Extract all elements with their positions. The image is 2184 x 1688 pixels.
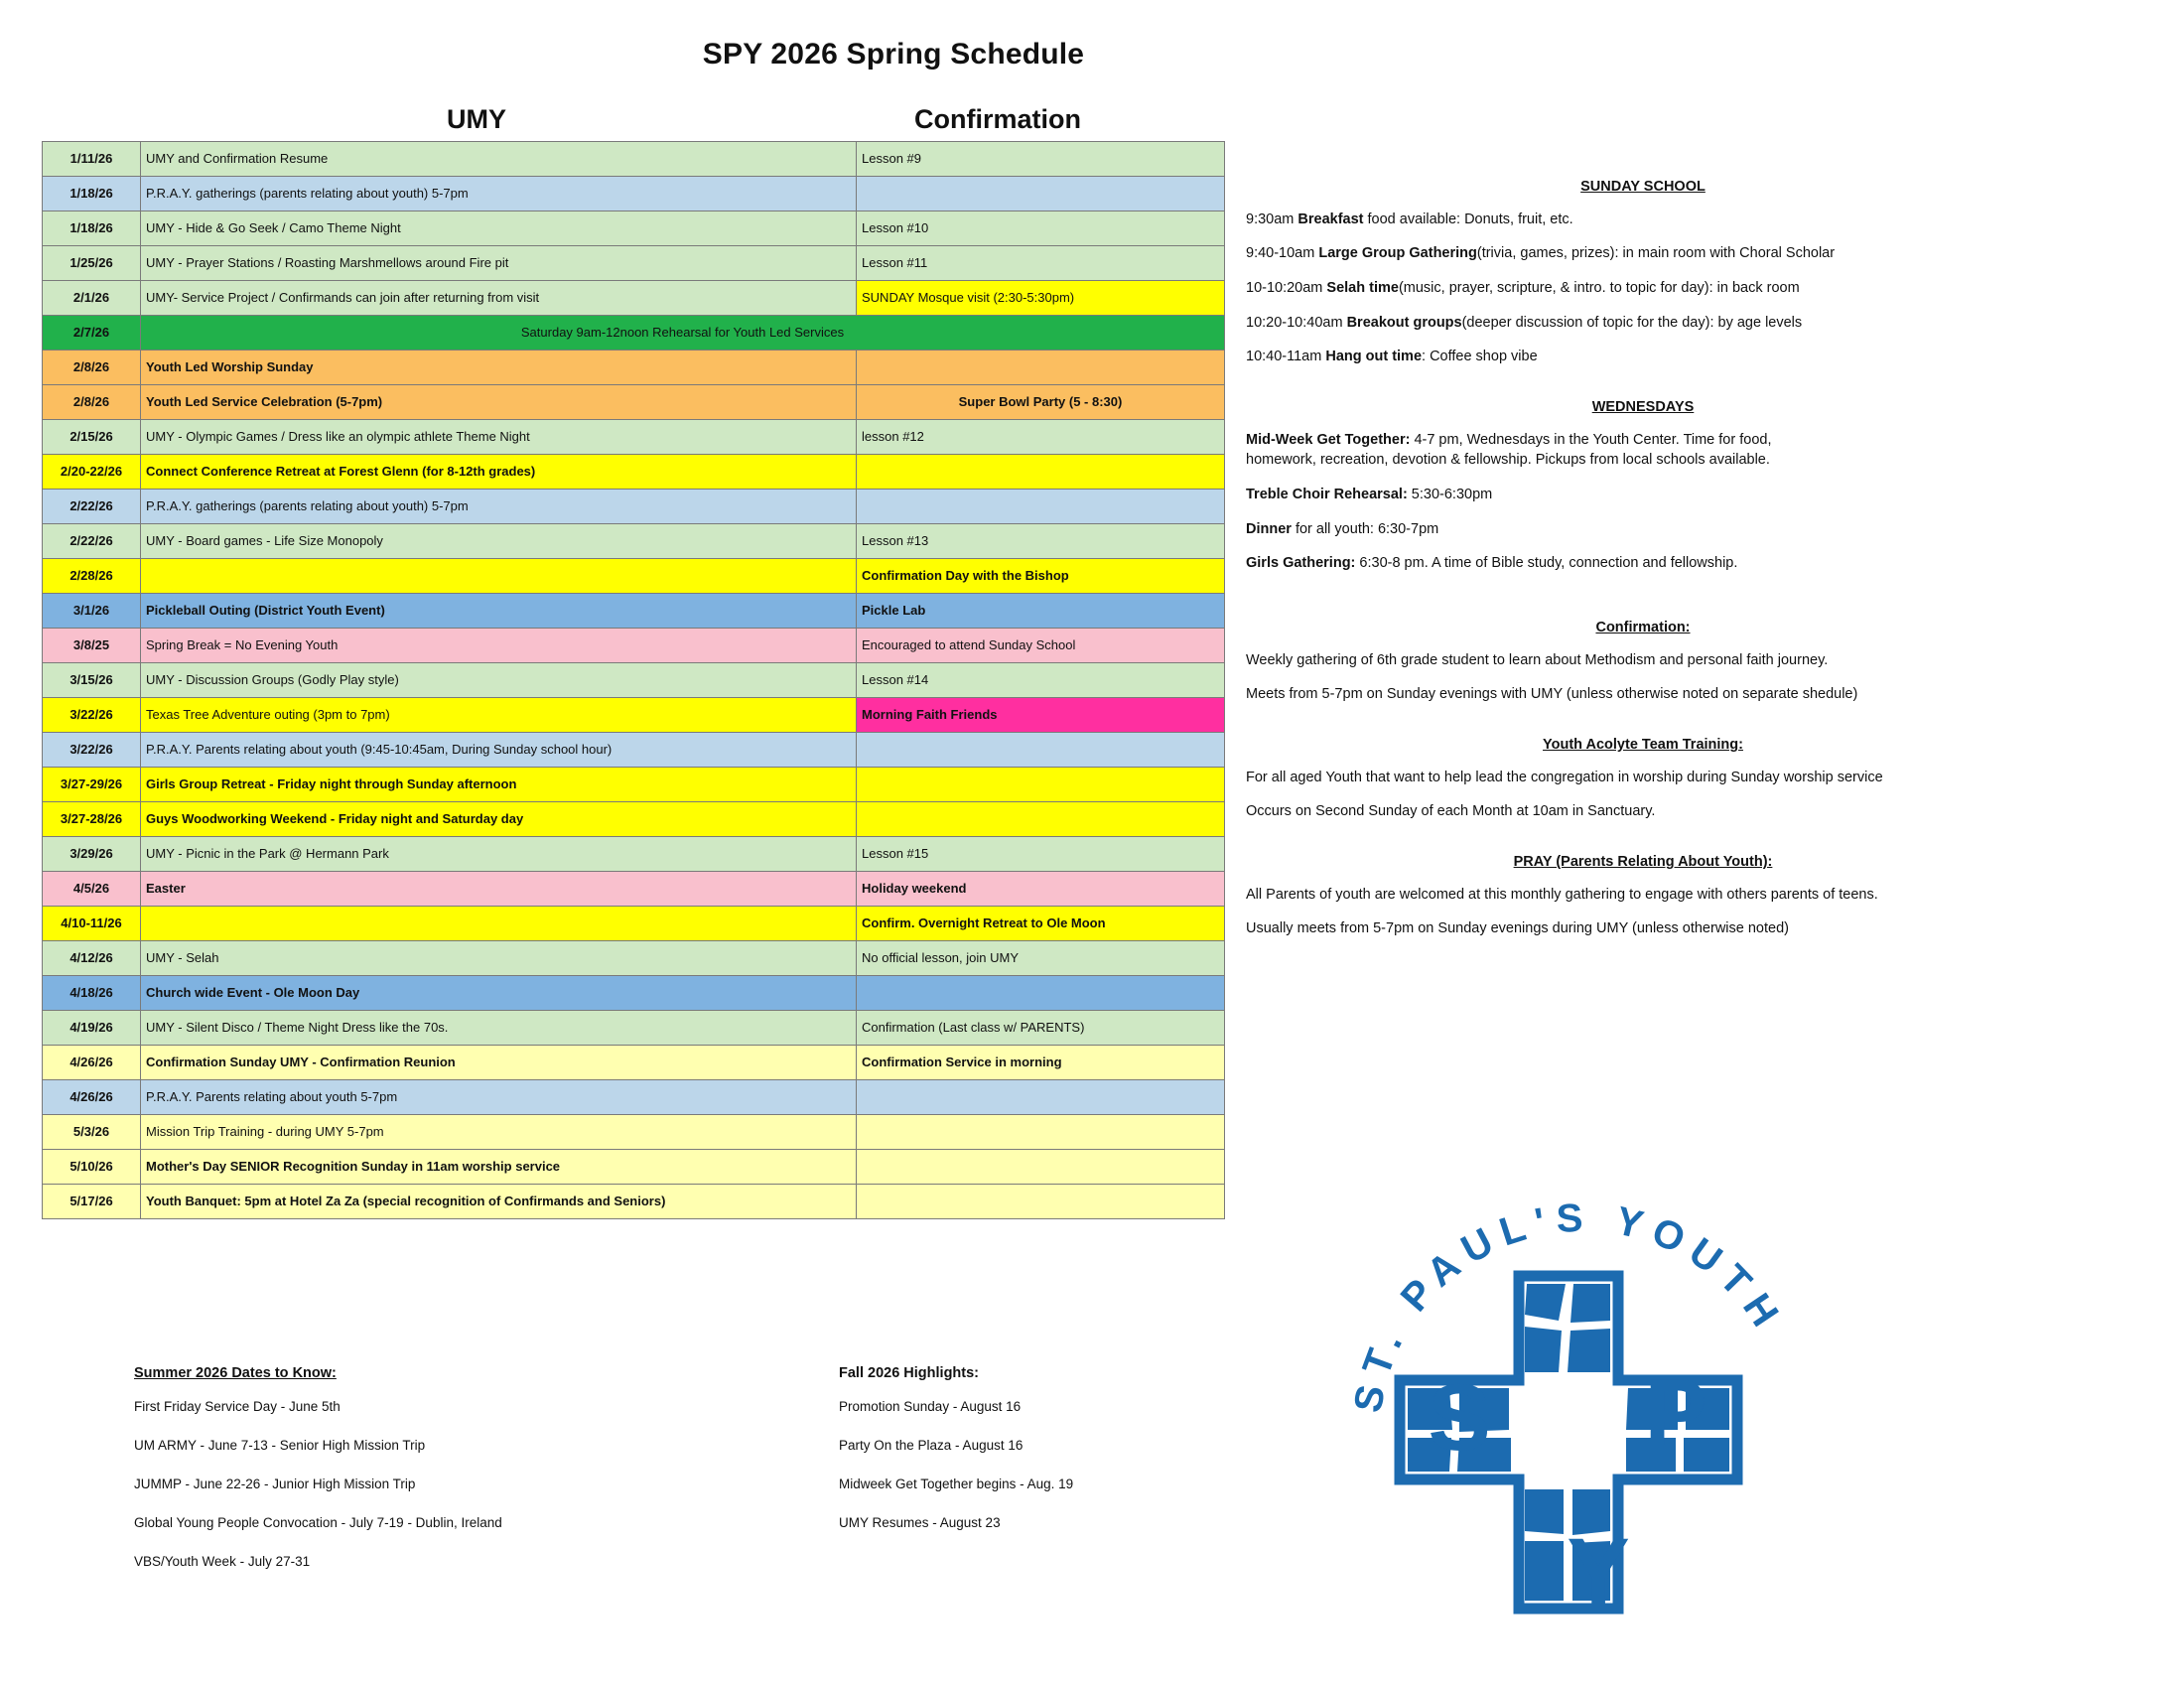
row-date: 4/26/26 xyxy=(43,1046,141,1080)
table-row xyxy=(43,1150,1225,1185)
row-confirmation: Lesson #13 xyxy=(857,524,1225,559)
line-time: 9:40-10am xyxy=(1246,245,1319,262)
table-row xyxy=(43,837,1225,872)
line-label: Breakfast xyxy=(1297,211,1364,227)
row-date: 3/15/26 xyxy=(43,663,141,698)
line-text: food available: Donuts, fruit, etc. xyxy=(1363,211,1573,227)
table-row xyxy=(43,351,1225,385)
row-date: 2/1/26 xyxy=(43,281,141,316)
row-umy: Youth Led Service Celebration (5-7pm) xyxy=(141,385,857,420)
table-row xyxy=(43,281,1225,316)
spy-logo xyxy=(1320,1182,1837,1658)
line-label: Large Group Gathering xyxy=(1318,245,1477,262)
row-date: 3/27-29/26 xyxy=(43,768,141,802)
sunday-school-block xyxy=(1246,179,2040,365)
confirmation-block xyxy=(1246,620,2040,703)
girls-text: 6:30-8 pm. A time of Bible study, connection and fellowship. xyxy=(1355,555,1738,572)
logo-letter-p: P xyxy=(1644,1360,1707,1466)
row-date: 5/10/26 xyxy=(43,1150,141,1185)
fall-heading: Fall 2026 Highlights: xyxy=(839,1365,979,1381)
row-date: 3/27-28/26 xyxy=(43,802,141,837)
row-confirmation xyxy=(857,1150,1225,1185)
row-date: 4/18/26 xyxy=(43,976,141,1011)
row-umy: P.R.A.Y. Parents relating about youth 5-7pm xyxy=(141,1080,857,1115)
pray-heading: PRAY (Parents Relating About Youth): xyxy=(1513,854,1773,871)
row-confirmation: Holiday weekend xyxy=(857,872,1225,907)
table-row xyxy=(43,246,1225,281)
row-date: 1/18/26 xyxy=(43,177,141,211)
table-row xyxy=(43,455,1225,490)
row-confirmation xyxy=(857,802,1225,837)
column-header-confirmation: Confirmation xyxy=(914,104,1081,134)
table-row xyxy=(43,907,1225,941)
row-date: 2/8/26 xyxy=(43,351,141,385)
row-confirmation: No official lesson, join UMY xyxy=(857,941,1225,976)
row-umy: UMY - Picnic in the Park @ Hermann Park xyxy=(141,837,857,872)
confirmation-line: Weekly gathering of 6th grade student to learn about Methodism and personal faith journey. xyxy=(1246,651,1829,668)
schedule-table xyxy=(42,141,1225,1219)
table-row xyxy=(43,872,1225,907)
wednesdays-block xyxy=(1246,399,2040,572)
wednesdays-heading: WEDNESDAYS xyxy=(1591,399,1695,416)
row-date: 4/10-11/26 xyxy=(43,907,141,941)
row-confirmation xyxy=(857,490,1225,524)
dinner-line xyxy=(1246,521,2040,538)
info-column xyxy=(1246,179,2040,971)
table-row xyxy=(43,142,1225,177)
dinner-label: Dinner xyxy=(1246,520,1292,537)
treble-label: Treble Choir Rehearsal: xyxy=(1246,487,1408,503)
list-item: First Friday Service Day - June 5th xyxy=(134,1399,341,1414)
row-confirmation: Confirmation Day with the Bishop xyxy=(857,559,1225,594)
logo-letter-y: Y xyxy=(1567,1519,1630,1624)
row-confirmation: Lesson #15 xyxy=(857,837,1225,872)
row-confirmation: Lesson #10 xyxy=(857,211,1225,246)
row-date: 1/11/26 xyxy=(43,142,141,177)
acolyte-heading: Youth Acolyte Team Training: xyxy=(1543,737,1743,754)
table-row xyxy=(43,1046,1225,1080)
row-date: 3/22/26 xyxy=(43,733,141,768)
row-umy xyxy=(141,559,857,594)
confirmation-heading: Confirmation: xyxy=(1595,620,1691,636)
row-confirmation: Pickle Lab xyxy=(857,594,1225,629)
row-umy: Youth Banquet: 5pm at Hotel Za Za (special recognition of Confirmands and Seniors) xyxy=(141,1185,857,1219)
row-confirmation: lesson #12 xyxy=(857,420,1225,455)
row-umy: UMY - Silent Disco / Theme Night Dress like the 70s. xyxy=(141,1011,857,1046)
row-confirmation: Lesson #14 xyxy=(857,663,1225,698)
row-date: 1/25/26 xyxy=(43,246,141,281)
row-confirmation: Lesson #9 xyxy=(857,142,1225,177)
row-umy: P.R.A.Y. Parents relating about youth (9:45-10:45am, During Sunday school hour) xyxy=(141,733,857,768)
row-confirmation: Confirmation (Last class w/ PARENTS) xyxy=(857,1011,1225,1046)
list-item: Party On the Plaza - August 16 xyxy=(839,1438,1024,1453)
table-row xyxy=(43,768,1225,802)
schedule-body xyxy=(43,142,1225,1219)
fall-highlights-section xyxy=(839,1365,1236,1554)
logo-letter-s: S xyxy=(1428,1365,1491,1471)
row-date: 2/22/26 xyxy=(43,490,141,524)
table-row xyxy=(43,594,1225,629)
row-umy: UMY and Confirmation Resume xyxy=(141,142,857,177)
acolyte-line: For all aged Youth that want to help lead the congregation in worship during Sunday worship service xyxy=(1246,769,1883,785)
row-umy: Mission Trip Training - during UMY 5-7pm xyxy=(141,1115,857,1150)
row-date: 5/3/26 xyxy=(43,1115,141,1150)
row-confirmation xyxy=(857,1115,1225,1150)
row-date: 4/19/26 xyxy=(43,1011,141,1046)
sunday-school-line xyxy=(1246,280,2040,297)
row-date: 3/1/26 xyxy=(43,594,141,629)
pray-line: All Parents of youth are welcomed at this monthly gathering to engage with others parents of teens. xyxy=(1246,886,1878,903)
row-confirmation xyxy=(857,733,1225,768)
sunday-school-line xyxy=(1246,211,2040,228)
row-date: 4/5/26 xyxy=(43,872,141,907)
row-confirmation: Lesson #11 xyxy=(857,246,1225,281)
sunday-school-heading: SUNDAY SCHOOL xyxy=(1580,179,1706,195)
row-date: 2/15/26 xyxy=(43,420,141,455)
row-umy: UMY - Board games - Life Size Monopoly xyxy=(141,524,857,559)
row-umy: P.R.A.Y. gatherings (parents relating about youth) 5-7pm xyxy=(141,177,857,211)
table-row xyxy=(43,976,1225,1011)
row-confirmation xyxy=(857,177,1225,211)
dinner-text: for all youth: 6:30-7pm xyxy=(1291,520,1439,537)
line-time: 10:40-11am xyxy=(1246,349,1326,365)
row-confirmation: Super Bowl Party (5 - 8:30) xyxy=(857,385,1225,420)
table-row xyxy=(43,629,1225,663)
row-umy: UMY - Hide & Go Seek / Camo Theme Night xyxy=(141,211,857,246)
table-row xyxy=(43,524,1225,559)
list-item: UM ARMY - June 7-13 - Senior High Mission Trip xyxy=(134,1438,426,1453)
pray-block xyxy=(1246,854,2040,937)
row-date: 5/17/26 xyxy=(43,1185,141,1219)
row-date: 4/12/26 xyxy=(43,941,141,976)
summer-dates-section xyxy=(134,1365,650,1593)
acolyte-line: Occurs on Second Sunday of each Month at 10am in Sanctuary. xyxy=(1246,803,1656,820)
table-row xyxy=(43,385,1225,420)
line-text: (deeper discussion of topic for the day): by age levels xyxy=(1461,314,1803,331)
table-row xyxy=(43,1185,1225,1219)
table-row xyxy=(43,1011,1225,1046)
row-confirmation: Confirm. Overnight Retreat to Ole Moon xyxy=(857,907,1225,941)
line-label: Breakout groups xyxy=(1346,314,1462,331)
row-confirmation: SUNDAY Mosque visit (2:30-5:30pm) xyxy=(857,281,1225,316)
row-umy: Saturday 9am-12noon Rehearsal for Youth Led Services xyxy=(141,316,1225,351)
sunday-school-line xyxy=(1246,349,2040,365)
table-row xyxy=(43,559,1225,594)
row-umy: UMY - Prayer Stations / Roasting Marshmellows around Fire pit xyxy=(141,246,857,281)
list-item: Midweek Get Together begins - Aug. 19 xyxy=(839,1477,1074,1491)
line-text: : Coffee shop vibe xyxy=(1422,349,1538,365)
table-row xyxy=(43,698,1225,733)
summer-heading: Summer 2026 Dates to Know: xyxy=(134,1365,337,1381)
row-confirmation xyxy=(857,1080,1225,1115)
row-date: 3/29/26 xyxy=(43,837,141,872)
row-confirmation xyxy=(857,1185,1225,1219)
row-date: 2/8/26 xyxy=(43,385,141,420)
spy-logo-graphic xyxy=(1320,1182,1837,1658)
row-umy: Connect Conference Retreat at Forest Glenn (for 8-12th grades) xyxy=(141,455,857,490)
fall-list xyxy=(839,1399,1236,1530)
pray-line: Usually meets from 5-7pm on Sunday evenings during UMY (unless otherwise noted) xyxy=(1246,920,1789,937)
row-umy: P.R.A.Y. gatherings (parents relating about youth) 5-7pm xyxy=(141,490,857,524)
line-text: (trivia, games, prizes): in main room with Choral Scholar xyxy=(1476,245,1836,262)
confirmation-line: Meets from 5-7pm on Sunday evenings with UMY (unless otherwise noted on separate shedule) xyxy=(1246,686,1858,703)
line-time: 9:30am xyxy=(1246,211,1298,227)
row-confirmation xyxy=(857,976,1225,1011)
table-row xyxy=(43,490,1225,524)
row-confirmation xyxy=(857,768,1225,802)
row-confirmation xyxy=(857,351,1225,385)
table-row xyxy=(43,316,1225,351)
girls-line xyxy=(1246,555,2040,572)
treble-line xyxy=(1246,487,2040,503)
girls-label: Girls Gathering: xyxy=(1246,555,1356,572)
treble-text: 5:30-6:30pm xyxy=(1407,487,1493,503)
row-umy: UMY - Selah xyxy=(141,941,857,976)
row-date: 2/7/26 xyxy=(43,316,141,351)
midweek-text: 4-7 pm, Wednesdays in the Youth Center. Time for food, xyxy=(1410,431,1772,448)
row-umy: UMY - Discussion Groups (Godly Play style) xyxy=(141,663,857,698)
midweek-line-2: homework, recreation, devotion & fellowship. Pickups from local schools available. xyxy=(1246,452,1770,469)
row-date: 2/22/26 xyxy=(43,524,141,559)
line-text: (music, prayer, scripture, & intro. to topic for day): in back room xyxy=(1398,280,1800,297)
list-item: JUMMP - June 22-26 - Junior High Mission Trip xyxy=(134,1477,416,1491)
list-item: VBS/Youth Week - July 27-31 xyxy=(134,1554,311,1569)
table-row xyxy=(43,211,1225,246)
table-row xyxy=(43,177,1225,211)
table-row xyxy=(43,941,1225,976)
column-header-umy: UMY xyxy=(447,104,506,134)
sunday-school-line xyxy=(1246,245,2040,262)
row-confirmation: Morning Faith Friends xyxy=(857,698,1225,733)
line-time: 10:20-10:40am xyxy=(1246,314,1347,331)
row-umy: Confirmation Sunday UMY - Confirmation Reunion xyxy=(141,1046,857,1080)
row-umy xyxy=(141,907,857,941)
row-umy: Easter xyxy=(141,872,857,907)
list-item: UMY Resumes - August 23 xyxy=(839,1515,1001,1530)
midweek-line xyxy=(1246,432,2040,449)
table-row xyxy=(43,802,1225,837)
logo-ring-text: ST. PAUL'S YOUTH xyxy=(1345,1196,1793,1416)
row-umy: UMY- Service Project / Confirmands can join after returning from visit xyxy=(141,281,857,316)
row-confirmation: Encouraged to attend Sunday School xyxy=(857,629,1225,663)
page-title: SPY 2026 Spring Schedule xyxy=(702,38,1085,70)
row-date: 1/18/26 xyxy=(43,211,141,246)
row-umy: Church wide Event - Ole Moon Day xyxy=(141,976,857,1011)
row-date: 2/28/26 xyxy=(43,559,141,594)
table-row xyxy=(43,420,1225,455)
row-date: 4/26/26 xyxy=(43,1080,141,1115)
row-umy: UMY - Olympic Games / Dress like an olympic athlete Theme Night xyxy=(141,420,857,455)
row-confirmation: Confirmation Service in morning xyxy=(857,1046,1225,1080)
midweek-label: Mid-Week Get Together: xyxy=(1246,431,1411,448)
logo-letters xyxy=(1428,1360,1706,1624)
table-row xyxy=(43,663,1225,698)
row-date: 3/8/25 xyxy=(43,629,141,663)
list-item: Global Young People Convocation - July 7-19 - Dublin, Ireland xyxy=(134,1515,502,1530)
table-row xyxy=(43,1115,1225,1150)
line-label: Hang out time xyxy=(1325,349,1423,365)
table-row xyxy=(43,733,1225,768)
table-row xyxy=(43,1080,1225,1115)
row-umy: Spring Break = No Evening Youth xyxy=(141,629,857,663)
row-umy: Guys Woodworking Weekend - Friday night and Saturday day xyxy=(141,802,857,837)
row-date: 2/20-22/26 xyxy=(43,455,141,490)
row-umy: Pickleball Outing (District Youth Event) xyxy=(141,594,857,629)
row-confirmation xyxy=(857,455,1225,490)
line-label: Selah time xyxy=(1326,280,1399,297)
list-item: Promotion Sunday - August 16 xyxy=(839,1399,1022,1414)
row-umy: Youth Led Worship Sunday xyxy=(141,351,857,385)
line-time: 10-10:20am xyxy=(1246,280,1327,297)
row-umy: Girls Group Retreat - Friday night through Sunday afternoon xyxy=(141,768,857,802)
summer-list xyxy=(134,1399,650,1569)
acolyte-block xyxy=(1246,737,2040,820)
sunday-school-line xyxy=(1246,315,2040,332)
row-date: 3/22/26 xyxy=(43,698,141,733)
row-umy: Mother's Day SENIOR Recognition Sunday in 11am worship service xyxy=(141,1150,857,1185)
row-umy: Texas Tree Adventure outing (3pm to 7pm) xyxy=(141,698,857,733)
